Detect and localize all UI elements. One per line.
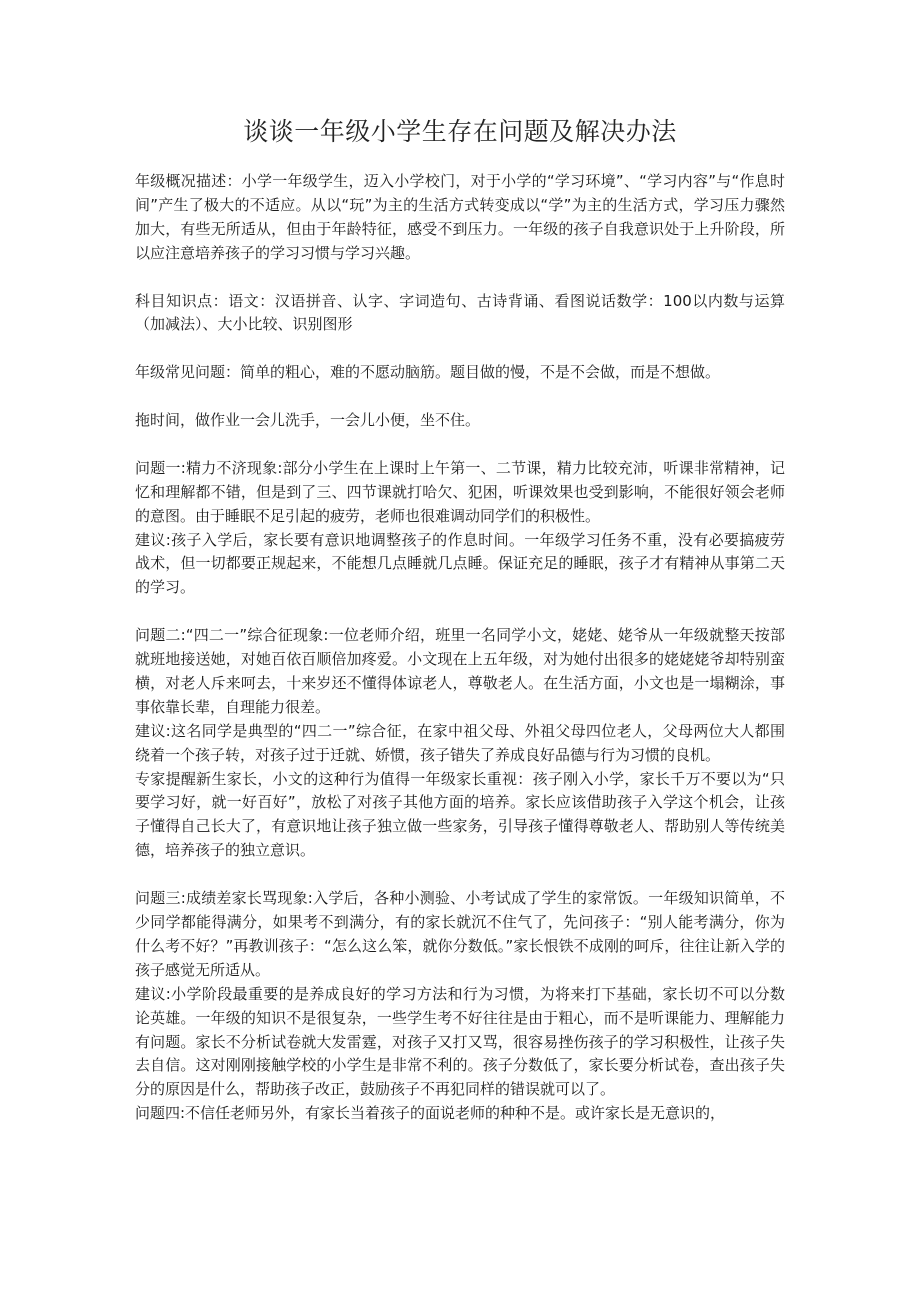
paragraph-problem-four: 问题四:不信任老师另外，有家长当着孩子的面说老师的种种不是。或许家长是无意识的，	[135, 1104, 726, 1123]
paragraph-problem-two: 问题二:“四二一”综合征现象:一位老师介绍，班里一名同学小文，姥姥、姥爷从一年级就整天按部就班地接送她，对她百依百顺倍加疼爱。小文现在上五年级，对为她付出很多的姥姥姥爷却特别蛮横，对老人斥来呵去，十来岁还不懂得体谅老人，尊敬老人。在生活方面，小文也是一塌糊涂，事事依靠长辈，自理能力很差。	[135, 626, 785, 716]
paragraph-gap	[135, 337, 785, 361]
paragraph-suggestion-one: 建议:孩子入学后，家长要有意识地调整孩子的作息时间。一年级学习任务不重，没有必要搞疲劳战术，但一切都要正规起来，不能想几点睡就几点睡。保证充足的睡眠，孩子才有精神从事第二天的学习。	[135, 530, 785, 597]
document-body	[135, 170, 785, 1126]
paragraph-suggestion-three: 建议:小学阶段最重要的是养成良好的学习方法和行为习惯，为将来打下基础，家长切不可以分数论英雄。一年级的知识不是很复杂，一些学生考不好往往是由于粗心，而不是听课能力、理解能力有问题。家长不分析试卷就大发雷霆，对孩子又打又骂，很容易挫伤孩子的学习积极性，让孩子失去自信。这对刚刚接触学校的小学生是非常不利的。孩子分数低了，家长要分析试卷，查出孩子失分的原因是什么，帮助孩子改正，鼓励孩子不再犯同样的错误就可以了。	[135, 984, 785, 1099]
paragraph-expert-reminder: 专家提醒新生家长，小文的这种行为值得一年级家长重视：孩子刚入小学，家长千万不要以为“只要学习好，就一好百好”，放松了对孩子其他方面的培养。家长应该借助孩子入学这个机会，让孩子懂得自己长大了，有意识地让孩子独立做一些家务，引导孩子懂得尊敬老人、帮助别人等传统美德，培养孩子的独立意识。	[135, 769, 785, 860]
paragraph-gap	[135, 385, 785, 409]
paragraph-common-problems: 年级常见问题：简单的粗心，难的不愿动脑筋。题目做的慢，不是不会做，而是不想做。	[135, 363, 721, 382]
paragraph-gap	[135, 433, 785, 457]
paragraph-gap	[135, 266, 785, 290]
paragraph-problem-one: 问题一:精力不济现象:部分小学生在上课时上午第一、二节课，精力比较充沛，听课非常精神，记忆和理解都不错，但是到了三、四节课就打哈欠、犯困，听课效果也受到影响，不能很好领会老师的意图。由于睡眠不足引起的疲劳，老师也很难调动同学们的积极性。	[135, 458, 785, 525]
paragraph-grade-overview: 年级概况描述：小学一年级学生，迈入小学校门，对于小学的“学习环境”、“学习内容”与“作息时间”产生了极大的不适应。从以“玩”为主的生活方式转变成以“学”为主的生活方式，学习压力骤然加大，有些无所适从，但由于年龄特征，感受不到压力。一年级的孩子自我意识处于上升阶段，所以应注意培养孩子的学习习惯与学习兴趣。	[135, 172, 785, 262]
paragraph-gap	[135, 863, 785, 887]
paragraph-subject-knowledge: 科目知识点：语文：汉语拼音、认字、字词造句、古诗背诵、看图说话数学：100以内数与运算（加减法）、大小比较、识别图形	[135, 291, 785, 334]
document-title: 谈谈一年级小学生存在问题及解决办法	[243, 117, 677, 146]
paragraph-suggestion-two: 建议:这名同学是典型的“四二一”综合征，在家中祖父母、外祖父母四位老人，父母两位大人都围绕着一个孩子转，对孩子过于迁就、娇惯，孩子错失了养成良好品德与行为习惯的良机。	[135, 721, 785, 764]
paragraph-procrastination: 拖时间，做作业一会儿洗手，一会儿小便，坐不住。	[135, 411, 481, 430]
paragraph-problem-three: 问题三:成绩差家长骂现象:入学后，各种小测验、小考试成了学生的家常饭。一年级知识简单，不少同学都能得满分，如果考不到满分，有的家长就沉不住气了，先问孩子：“别人能考满分，你为什么考不好？”再教训孩子：“怎么这么笨，就你分数低。”家长恨铁不成刚的呵斥，往往让新入学的孩子感觉无所适从。	[135, 889, 785, 979]
paragraph-gap	[135, 600, 785, 624]
